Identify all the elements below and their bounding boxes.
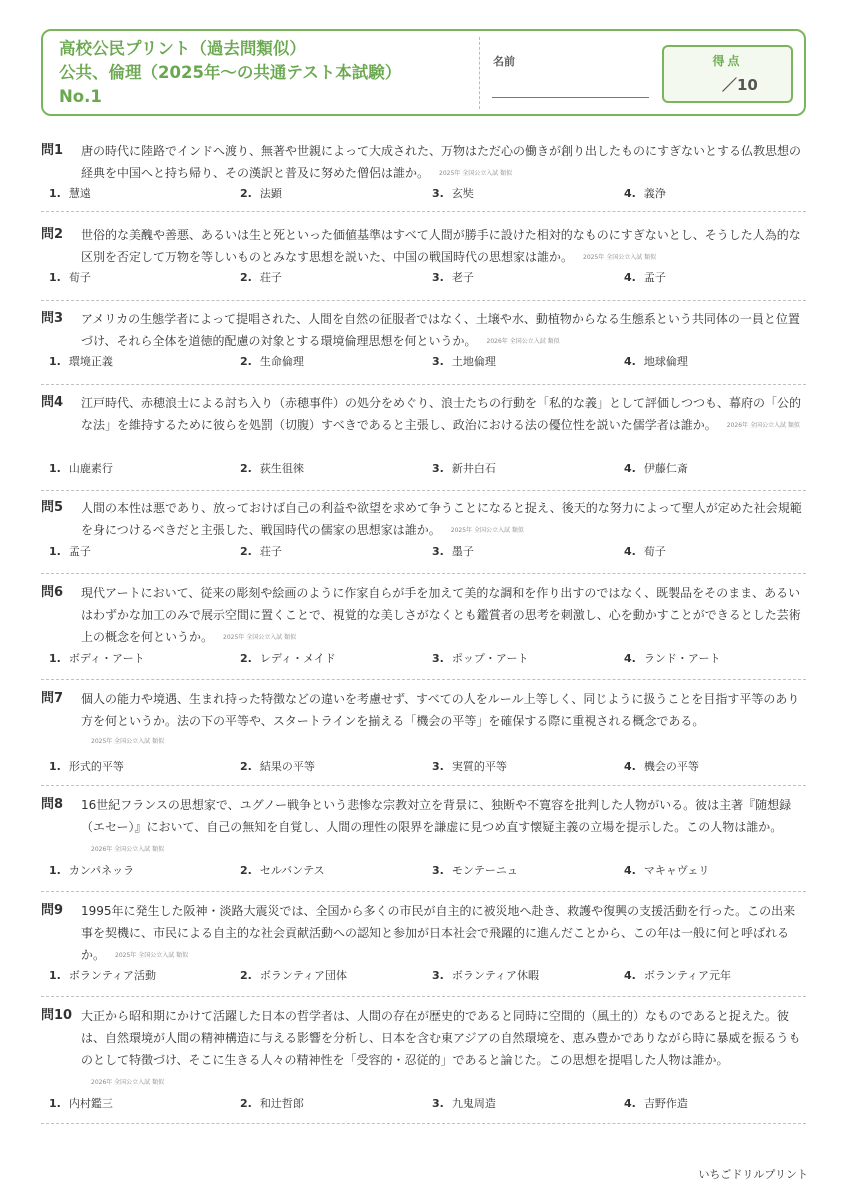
answer-option-2[interactable] [240,759,315,775]
answer-option-1[interactable] [49,863,134,879]
question-text [81,582,802,649]
question-text [81,794,802,861]
answer-option-1[interactable] [49,968,156,984]
question-number: 問5 [41,500,64,515]
answer-option-1[interactable] [49,544,91,560]
answer-option-3[interactable] [432,461,496,477]
question-text [81,900,802,967]
option-number: 2. [240,652,252,665]
answer-option-3[interactable] [432,354,496,370]
answer-option-3[interactable] [432,270,474,286]
footer-brand: いちごドリルプリント [698,1168,808,1181]
answer-option-3[interactable] [432,544,474,560]
option-number: 2. [240,462,252,475]
question-source-tag: 2026年 全国公立入試 類似 [486,337,560,345]
option-text: 玄奘 [451,187,474,200]
question-body: 現代アートにおいて、従来の彫刻や絵画のように作家自らが手を加えて美的な調和を作り出すのではなく、既製品をそのまま、あるいはわずかな加工のみで展示空間に置くことで、視覚的な美しさがなくとも鑑賞者の思考を刺激し、心を動かすことができるとした芸術上の概念を何というか。 [81,586,801,644]
option-number: 4. [624,355,636,368]
option-number: 3. [432,462,444,475]
question-divider [41,891,806,892]
question-number: 問1 [41,143,64,158]
question-number: 問3 [41,311,64,326]
option-number: 1. [49,1097,61,1110]
option-text: 老子 [451,271,474,284]
title-line-1: 高校公民プリント（過去問類似） [59,39,306,58]
answer-option-4[interactable] [624,759,699,775]
question-number: 問10 [41,1008,73,1023]
name-field-line[interactable] [492,97,649,98]
question-source-tag: 2026年 全国公立入試 類似 [91,845,165,853]
answer-option-1[interactable] [49,354,113,370]
option-text: 内村鑑三 [68,1097,113,1110]
option-number: 3. [432,864,444,877]
option-text: 九鬼周造 [451,1097,496,1110]
question-source-tag: 2026年 全国公立入試 類似 [726,421,800,429]
option-number: 2. [240,187,252,200]
score-value: ／10 [722,76,758,94]
option-number: 2. [240,760,252,773]
question-text [81,497,802,542]
answer-option-1[interactable] [49,461,113,477]
option-number: 2. [240,545,252,558]
option-text: 墨子 [451,545,474,558]
answer-option-2[interactable] [240,863,325,879]
answer-option-4[interactable] [624,270,666,286]
option-text: ポップ・アート [451,652,529,665]
question-divider [41,996,806,997]
option-text: 土地倫理 [451,355,496,368]
question-source-tag: 2025年 全国公立入試 類似 [450,526,524,534]
option-text: 和辻哲郎 [259,1097,304,1110]
question-number: 問8 [41,797,64,812]
option-number: 3. [432,969,444,982]
answer-option-3[interactable] [432,651,529,667]
option-number: 4. [624,760,636,773]
question-number: 問4 [41,395,64,410]
answer-option-4[interactable] [624,1096,688,1112]
option-text: 義浄 [643,187,666,200]
option-text: 伊藤仁斎 [643,462,688,475]
question-divider [41,384,806,385]
question-body: 人間の本性は悪であり、放っておけば自己の利益や欲望を求めて争うことになると捉え、後天的な努力によって聖人が定めた社会規範を身につけるべきだと主張した、戦国時代の儒家の思想家は誰か。 [81,501,802,537]
option-text: ボディ・アート [68,652,145,665]
option-text: マキャヴェリ [643,864,710,877]
option-number: 4. [624,1097,636,1110]
answer-option-2[interactable] [240,354,304,370]
question-body: 大正から昭和期にかけて活躍した日本の哲学者は、人間の存在が歴史的であると同時に空間的（風土的）なものであると捉えた。彼は、自然環境が人間の精神構造に与える影響を分析し、日本を含む東アジアの自然環境を、恵み豊かでありながら時に暴威を振るうものとして特徴づけ、そこに生きる人々の精神性を「受容的・忍従的」であると論じた。この思想を提唱した人物は誰か。 [81,1009,801,1067]
worksheet-title [59,37,401,109]
answer-option-2[interactable] [240,968,347,984]
question-text [81,392,802,437]
answer-option-1[interactable] [49,186,91,202]
question-body: 江戸時代、赤穂浪士による討ち入り（赤穂事件）の処分をめぐり、浪士たちの行動を「私的な義」として評価しつつも、幕府の「公的な法」を維持するために彼らを処罰（切腹）すべきであると主張し、政治における法の優位性を説いた儒学者は誰か。 [81,396,802,432]
header-divider [479,37,480,109]
question-source-tag: 2025年 全国公立入試 類似 [223,633,297,641]
option-number: 1. [49,545,61,558]
option-number: 2. [240,271,252,284]
question-text [81,140,802,185]
option-number: 1. [49,652,61,665]
question-number: 問7 [41,691,64,706]
option-number: 4. [624,864,636,877]
answer-option-3[interactable] [432,186,474,202]
answer-option-4[interactable] [624,186,666,202]
option-number: 3. [432,355,444,368]
option-text: 結果の平等 [259,760,315,773]
answer-option-2[interactable] [240,186,282,202]
question-source-tag: 2025年 全国公立入試 類似 [115,951,189,959]
option-text: モンテーニュ [451,864,518,877]
score-label: 得点 [712,54,743,68]
question-body: 1995年に発生した阪神・淡路大震災では、全国から多くの市民が自主的に被災地へ赴き、救護や復興の支援活動を行った。この出来事を契機に、市民による自主的な社会貢献活動への認知と参加が日本社会で飛躍的に進んだことから、この年は一般に何と呼ばれるか。 [81,904,796,962]
score-box [662,45,793,103]
question-source-tag: 2025年 全国公立入試 類似 [439,169,513,177]
question-number: 問6 [41,585,64,600]
option-number: 3. [432,187,444,200]
option-number: 3. [432,271,444,284]
option-text: ボランティア休暇 [451,969,539,982]
option-text: ランド・アート [643,652,721,665]
option-number: 1. [49,760,61,773]
worksheet-header [41,29,806,116]
option-text: カンパネッラ [68,864,135,877]
option-text: 実質的平等 [451,760,507,773]
option-number: 3. [432,1097,444,1110]
answer-option-3[interactable] [432,1096,496,1112]
option-number: 1. [49,969,61,982]
question-body: 世俗的な美醜や善悪、あるいは生と死といった価値基準はすべて人間が勝手に設けた相対的なものにすぎないとし、そうした人為的な区別を否定して万物を等しいものとみなす思想を説いた、中国の戦国時代の思想家は誰か。 [81,228,801,264]
option-text: 荀子 [68,271,91,284]
option-text: 機会の平等 [643,760,699,773]
option-text: 山鹿素行 [68,462,113,475]
answer-option-3[interactable] [432,759,507,775]
answer-option-2[interactable] [240,461,304,477]
option-text: 荀子 [643,545,666,558]
question-body: 個人の能力や境遇、生まれ持った特徴などの違いを考慮せず、すべての人をルール上等しく、同じように扱うことを目指す平等のあり方を何というか。法の下の平等や、スタートラインを揃える「機会の平等」を確保する際に重視される概念である。 [81,692,800,728]
question-divider [41,1123,806,1124]
question-divider [41,679,806,680]
answer-option-4[interactable] [624,968,731,984]
question-text [81,688,802,752]
answer-option-4[interactable] [624,651,721,667]
option-text: ボランティア活動 [68,969,156,982]
option-number: 4. [624,652,636,665]
answer-option-1[interactable] [49,759,124,775]
question-text [81,1005,802,1094]
question-divider [41,300,806,301]
option-number: 1. [49,462,61,475]
option-text: 地球倫理 [643,355,688,368]
option-text: 法顕 [259,187,282,200]
answer-option-1[interactable] [49,1096,113,1112]
option-text: ボランティア団体 [259,969,347,982]
question-number: 問2 [41,227,64,242]
option-number: 1. [49,864,61,877]
option-text: 環境正義 [68,355,113,368]
question-number: 問9 [41,903,64,918]
option-number: 1. [49,187,61,200]
question-source-tag: 2025年 全国公立入試 類似 [583,253,657,261]
option-number: 3. [432,760,444,773]
answer-option-1[interactable] [49,270,91,286]
option-number: 2. [240,1097,252,1110]
question-divider [41,785,806,786]
option-text: 形式的平等 [68,760,124,773]
option-text: ボランティア元年 [643,969,731,982]
option-text: 吉野作造 [643,1097,688,1110]
title-line-2: 公共、倫理（2025年〜の共通テスト本試験） [59,63,402,82]
option-text: 孟子 [68,545,91,558]
option-text: レディ・メイド [259,652,336,665]
name-label: 名前 [493,55,515,68]
question-text [81,308,802,353]
option-number: 3. [432,652,444,665]
option-number: 4. [624,545,636,558]
answer-option-4[interactable] [624,354,688,370]
question-divider [41,211,806,212]
question-body: 16世紀フランスの思想家で、ユグノー戦争という悲惨な宗教対立を背景に、独断や不寛容を批判した人物がいる。彼は主著『随想録（エセー）』において、自己の無知を自覚し、人間の理性の限界を謙虚に見つめ直す懐疑主義の立場を提示した。この人物は誰か。 [81,798,792,834]
option-text: 荻生徂徠 [259,462,304,475]
answer-option-4[interactable] [624,461,688,477]
question-body: 唐の時代に陸路でインドへ渡り、無著や世親によって大成された、万物はただ心の働きが創り出したものにすぎないとする仏教思想の経典を中国へと持ち帰り、その漢訳と普及に努めた僧侶は誰か。 [81,144,802,180]
question-body: アメリカの生態学者によって提唱された、人間を自然の征服者ではなく、土壌や水、動植物からなる生態系という共同体の一員と位置づけ、それら全体を道徳的配慮の対象とする環境倫理思想を何というか。 [81,312,800,348]
option-text: 荘子 [259,271,282,284]
option-number: 2. [240,355,252,368]
question-divider [41,490,806,491]
option-number: 2. [240,969,252,982]
option-text: 生命倫理 [259,355,304,368]
question-source-tag: 2025年 全国公立入試 類似 [91,738,165,745]
answer-option-2[interactable] [240,1096,304,1112]
question-text [81,224,802,269]
title-line-3: No.1 [59,87,102,106]
option-text: 慧遠 [68,187,91,200]
option-text: 孟子 [643,271,666,284]
option-number: 4. [624,969,636,982]
option-number: 1. [49,271,61,284]
option-number: 2. [240,864,252,877]
answer-option-2[interactable] [240,544,282,560]
option-number: 4. [624,187,636,200]
option-number: 3. [432,545,444,558]
answer-option-2[interactable] [240,270,282,286]
answer-option-3[interactable] [432,968,539,984]
option-number: 4. [624,271,636,284]
option-text: 荘子 [259,545,282,558]
answer-option-1[interactable] [49,651,145,667]
option-text: 新井白石 [451,462,496,475]
question-source-tag: 2026年 全国公立入試 類似 [91,1078,165,1086]
answer-option-4[interactable] [624,544,666,560]
answer-option-4[interactable] [624,863,709,879]
answer-option-2[interactable] [240,651,336,667]
option-number: 4. [624,462,636,475]
answer-option-3[interactable] [432,863,518,879]
question-divider [41,573,806,574]
option-text: セルバンテス [259,864,325,877]
option-number: 1. [49,355,61,368]
